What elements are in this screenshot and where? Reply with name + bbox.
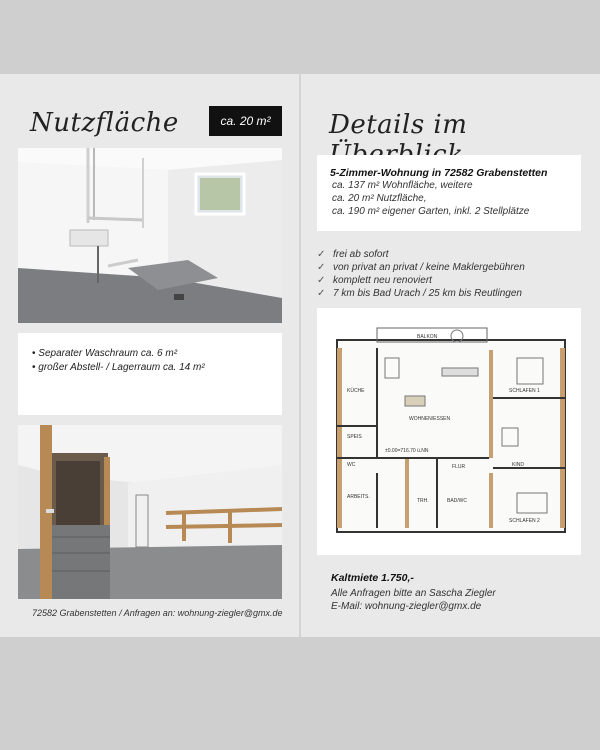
plan-label: WOHNEN/ESSEN [409, 416, 451, 422]
plan-label: WC [347, 462, 356, 468]
washroom-photo [18, 148, 282, 323]
floor-plan [317, 308, 581, 555]
plan-label: SCHLAFEN 2 [509, 518, 540, 524]
check-item: ✓ von privat an privat / keine Maklergebühren [317, 262, 525, 273]
feature-item: • Separater Waschraum ca. 6 m² [32, 347, 282, 361]
checkmark-icon: ✓ [317, 275, 326, 286]
details-box [317, 155, 581, 231]
check-item: ✓ komplett neu renoviert [317, 275, 432, 286]
checkmark-icon: ✓ [317, 262, 326, 273]
check-item: ✓ frei ab sofort [317, 249, 389, 260]
right-title: Details im [329, 110, 468, 140]
details-line: ca. 20 m² Nutzfläche, [332, 193, 427, 204]
plan-label: SPEIS [347, 434, 362, 440]
plan-label: BAD/WC [447, 498, 467, 504]
checklist [317, 248, 585, 300]
checkmark-icon: ✓ [317, 288, 326, 299]
plan-label: KÜCHE [347, 388, 365, 394]
plan-label: BALKON [417, 334, 438, 340]
rent-price: Kaltmiete 1.750,- [331, 572, 414, 584]
details-line: ca. 190 m² eigener Garten, inkl. 2 Stellplätze [332, 206, 530, 217]
checkmark-icon: ✓ [317, 249, 326, 260]
feature-item: • großer Abstell- / Lagerraum ca. 14 m² [32, 361, 282, 375]
details-heading: 5-Zimmer-Wohnung in 72582 Grabenstetten [330, 167, 548, 179]
plan-label: SCHLAFEN 1 [509, 388, 540, 394]
plan-label: KIND [512, 462, 524, 468]
plan-label: ARBEITS. [347, 494, 370, 500]
left-page [0, 74, 299, 637]
left-title: Nutzfläche [30, 108, 179, 138]
plan-label: ±0.00=716.70 ü.NN [385, 448, 429, 454]
check-item: ✓ 7 km bis Bad Urach / 25 km bis Reutlingen [317, 288, 522, 299]
area-badge: ca. 20 m² [209, 106, 282, 136]
features-box [18, 333, 282, 415]
plan-label: TRH. [417, 498, 429, 504]
rent-section [331, 572, 496, 613]
contact-line: Alle Anfragen bitte an Sascha Ziegler [331, 588, 496, 599]
contact-email: E-Mail: wohnung-ziegler@gmx.de [331, 601, 482, 612]
details-line: ca. 137 m² Wohnfläche, weitere [332, 180, 473, 191]
storage-photo [18, 425, 282, 599]
left-footer: 72582 Grabenstetten / Anfragen an: wohnung-ziegler@gmx.de [32, 608, 283, 618]
plan-label: FLUR [452, 464, 466, 470]
right-page [301, 74, 600, 637]
